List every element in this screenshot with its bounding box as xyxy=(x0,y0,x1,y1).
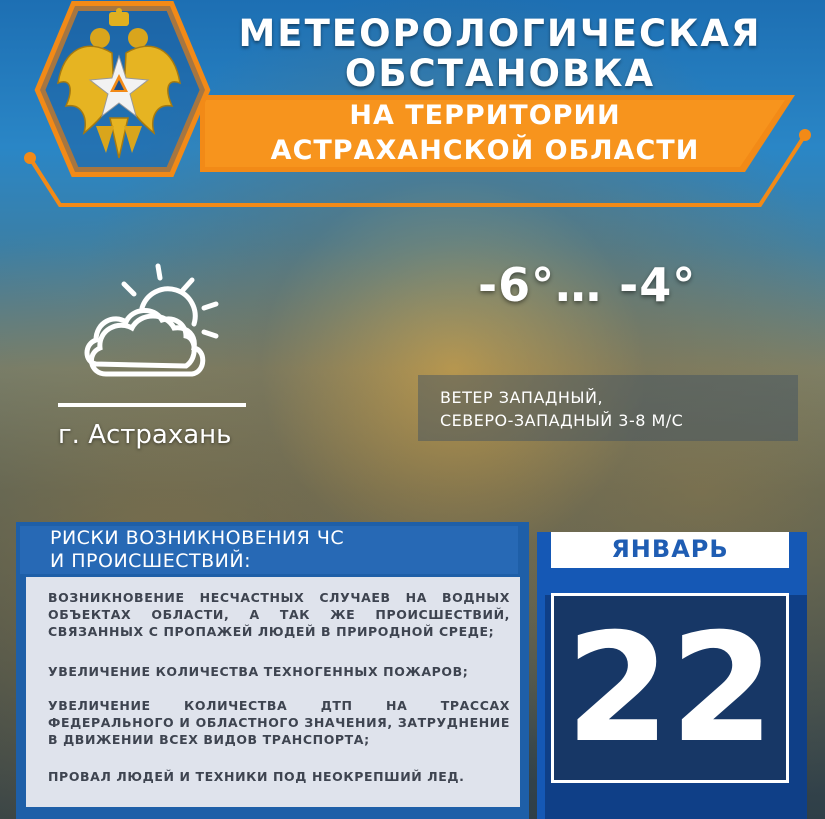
emblem-icon xyxy=(52,8,187,168)
risk-item: ВОЗНИКНОВЕНИЕ НЕСЧАСТНЫХ СЛУЧАЕВ НА ВОДНЫХ ОБЪЕКТАХ ОБЛАСТИ, А ТАК ЖЕ ПРОИСШЕСТВИЙ, СВЯЗАННЫХ С ПРОПАЖЕЙ ЛЮДЕЙ В ПРИРОДНОЙ СРЕДЕ; xyxy=(48,590,510,639)
day-box xyxy=(551,593,789,783)
title-line-2: ОБСТАНОВКА xyxy=(344,52,656,95)
title-line-1: МЕТЕОРОЛОГИЧЕСКАЯ xyxy=(238,12,762,55)
month-label: ЯНВАРЬ xyxy=(611,535,729,563)
risks-heading-line-2: И ПРОИСШЕСТВИЙ: xyxy=(50,550,251,572)
city-name: г. Астрахань xyxy=(58,420,232,450)
day-number: 22 xyxy=(565,602,775,776)
month-box xyxy=(551,532,789,568)
wind-info-box xyxy=(418,375,798,441)
wind-line-2: СЕВЕРО-ЗАПАДНЫЙ 3-8 М/С xyxy=(440,411,684,430)
risk-item: УВЕЛИЧЕНИЕ КОЛИЧЕСТВА ДТП НА ТРАССАХ ФЕДЕРАЛЬНОГО И ОБЛАСТНОГО ЗНАЧЕНИЯ, ЗАТРУДНЕНИЕ В ДВИЖЕНИИ ВСЕХ ВИДОВ ТРАНСПОРТА; xyxy=(48,698,510,747)
subtitle-line-2: АСТРАХАНСКОЙ ОБЛАСТИ xyxy=(270,135,700,166)
wind-line-1: ВЕТЕР ЗАПАДНЫЙ, xyxy=(440,388,604,407)
risks-list xyxy=(26,577,520,807)
temperature: -6°… -4° xyxy=(478,258,697,312)
city-underline xyxy=(58,403,246,407)
risk-item: УВЕЛИЧЕНИЕ КОЛИЧЕСТВА ТЕХНОГЕННЫХ ПОЖАРОВ; xyxy=(48,664,469,679)
subtitle-line-1: НА ТЕРРИТОРИИ xyxy=(349,100,621,131)
risk-item: ПРОВАЛ ЛЮДЕЙ И ТЕХНИКИ ПОД НЕОКРЕПШИЙ ЛЕД. xyxy=(48,769,465,784)
risks-heading-line-1: РИСКИ ВОЗНИКНОВЕНИЯ ЧС xyxy=(50,527,345,549)
risks-heading xyxy=(20,526,518,574)
cloud-sun-icon xyxy=(82,262,222,382)
